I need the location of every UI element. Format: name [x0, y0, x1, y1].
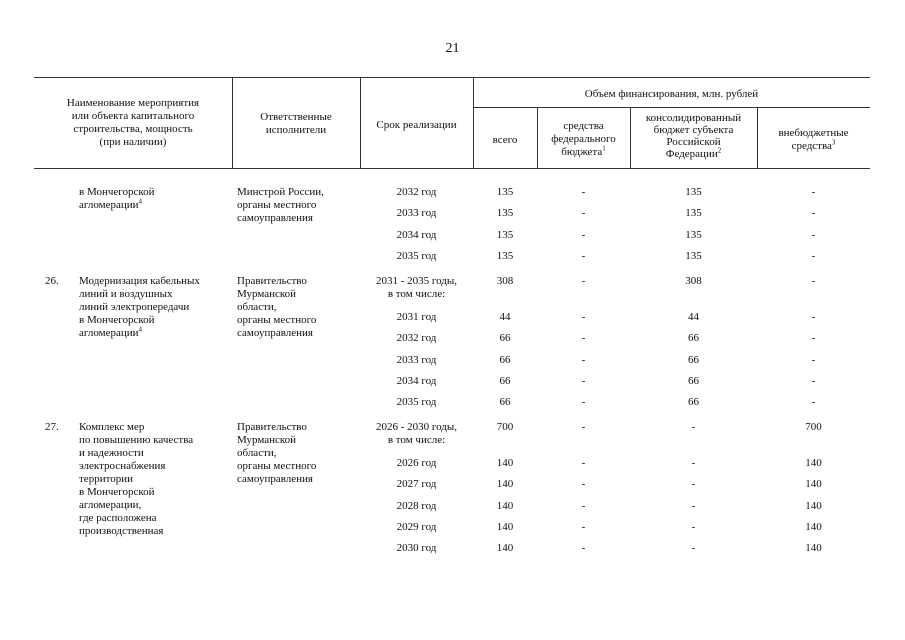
year-federal: -: [581, 520, 586, 533]
summary-term: в том числе:: [387, 434, 446, 446]
header-extrabudget-cell: средства$^3$: [791, 138, 836, 152]
year-federal: -: [581, 396, 586, 409]
year-consolidated: -: [691, 542, 696, 555]
year-extrabudget: -: [811, 207, 816, 220]
header-total-cell: всего: [492, 134, 518, 146]
year-total: 66: [499, 353, 511, 366]
summary-term: в том числе:: [387, 288, 446, 300]
year-term: 2033 год: [396, 353, 437, 366]
year-consolidated: -: [691, 520, 696, 533]
year-extrabudget: 140: [805, 478, 822, 491]
header-executors-cell: Ответственные: [260, 111, 332, 123]
item-name: по повышению качества: [79, 434, 194, 446]
item-name: Комплекс мер: [79, 421, 145, 433]
funding-subheader-rule: [473, 107, 870, 108]
footnote-mark: 4: [138, 197, 143, 206]
header-funding-title: Объем финансирования, млн. рублей: [584, 88, 759, 100]
year-extrabudget: -: [811, 228, 816, 241]
year-consolidated: 44: [688, 311, 699, 323]
header-name-cell: (при наличии): [99, 136, 167, 148]
year-term: 2032 год: [396, 332, 437, 345]
year-federal: -: [581, 374, 586, 387]
item-name: где расположена: [79, 512, 157, 524]
header-consolidated-cell: Федерации$^2$: [665, 146, 722, 160]
year-consolidated: -: [691, 457, 696, 469]
header-name-cell: Наименование мероприятия: [66, 97, 200, 109]
year-consolidated: 135: [685, 186, 702, 198]
item-executors: области,: [237, 301, 277, 313]
year-total: 66: [499, 374, 511, 387]
item-executors: самоуправления: [237, 327, 313, 339]
year-federal: -: [581, 542, 586, 555]
year-federal: -: [581, 457, 586, 469]
header-federal-cell: бюджета$^1$: [561, 144, 606, 158]
summary-consolidated: -: [691, 421, 696, 433]
header-federal-cell: федерального: [551, 133, 616, 145]
year-total: 135: [496, 249, 514, 262]
item-executors: Мурманской: [237, 434, 297, 446]
year-total: 140: [496, 499, 514, 512]
item-executors: самоуправления: [237, 473, 313, 485]
year-consolidated: 66: [688, 332, 699, 345]
year-consolidated: -: [691, 499, 696, 512]
footnote-mark: 3: [831, 138, 836, 147]
item-name: агломерации$^4$: [79, 197, 143, 211]
item-number: 26.: [45, 275, 59, 287]
item-name: в Мончегорской: [79, 314, 155, 326]
header-name-cell: строительства, мощность: [73, 123, 193, 135]
header-extrabudget-cell: внебюджетные: [778, 127, 849, 139]
item-name: производственная: [79, 525, 164, 537]
year-term: 2034 год: [396, 228, 437, 241]
year-term: 2035 год: [396, 249, 437, 262]
summary-extrabudget: 700: [805, 421, 822, 433]
item-executors: Правительство: [237, 275, 307, 287]
year-total: 135: [496, 207, 514, 220]
item-name: линий и воздушных: [79, 288, 173, 300]
footnote-mark: 1: [602, 144, 606, 153]
year-term: 2031 год: [396, 311, 437, 323]
year-term: 2027 год: [396, 478, 437, 491]
table-top-rule: [34, 77, 870, 78]
year-term: 2026 год: [396, 457, 437, 469]
year-total: 140: [496, 542, 514, 555]
year-extrabudget: -: [811, 332, 816, 345]
item-name: территории: [79, 473, 134, 485]
year-term: 2030 год: [396, 542, 437, 555]
year-consolidated: 66: [688, 374, 699, 387]
year-consolidated: 66: [688, 353, 699, 366]
year-federal: -: [581, 228, 586, 241]
header-executors-cell: исполнители: [265, 124, 327, 136]
item-name: линий электропередачи: [79, 301, 190, 313]
year-total: 66: [499, 396, 511, 409]
year-extrabudget: -: [811, 311, 816, 323]
year-federal: -: [581, 207, 586, 220]
year-consolidated: 66: [688, 396, 699, 409]
summary-federal: -: [581, 421, 586, 433]
year-extrabudget: -: [811, 249, 816, 262]
year-federal: -: [581, 186, 586, 198]
summary-consolidated: 308: [685, 275, 702, 287]
year-total: 140: [496, 520, 514, 533]
year-federal: -: [581, 499, 586, 512]
year-federal: -: [581, 478, 586, 491]
item-executors: самоуправления: [237, 212, 313, 224]
item-name: в Мончегорской: [79, 486, 155, 498]
page-number: 21: [445, 41, 460, 56]
year-extrabudget: -: [811, 374, 816, 387]
year-term: 2034 год: [396, 374, 437, 387]
year-total: 44: [499, 311, 511, 323]
year-extrabudget: 140: [805, 499, 822, 512]
item-name: Модернизация кабельных: [79, 275, 200, 287]
item-name: в Мончегорской: [79, 186, 155, 198]
year-extrabudget: -: [811, 396, 816, 409]
year-consolidated: 135: [685, 249, 702, 262]
item-executors: органы местного: [237, 314, 317, 326]
year-consolidated: 135: [685, 207, 702, 220]
year-total: 135: [496, 228, 514, 241]
year-term: 2029 год: [396, 520, 437, 533]
year-federal: -: [581, 249, 586, 262]
year-extrabudget: -: [811, 186, 816, 198]
summary-federal: -: [581, 275, 586, 287]
item-executors: Мурманской: [237, 288, 297, 300]
item-executors: Правительство: [237, 421, 307, 433]
year-consolidated: -: [691, 478, 696, 491]
item-name: агломерации,: [79, 499, 142, 511]
header-consolidated-cell: консолидированный: [645, 112, 742, 124]
summary-total: 308: [496, 275, 514, 287]
header-consolidated-cell: Российской: [666, 136, 721, 148]
year-total: 140: [496, 457, 514, 469]
summary-extrabudget: -: [811, 275, 816, 287]
year-total: 140: [496, 478, 514, 491]
year-consolidated: 135: [685, 228, 702, 241]
summary-term: 2031 - 2035 годы,: [375, 275, 458, 287]
year-term: 2035 год: [396, 396, 437, 409]
year-term: 2033 год: [396, 207, 437, 220]
item-executors: органы местного: [237, 460, 317, 472]
year-term: 2032 год: [396, 186, 437, 198]
year-federal: -: [581, 353, 586, 366]
year-extrabudget: 140: [805, 542, 822, 555]
item-number: 27.: [45, 421, 59, 433]
footnote-mark: 4: [138, 325, 143, 334]
header-bottom-rule: [34, 168, 870, 169]
header-name-cell: или объекта капитального: [71, 110, 195, 122]
year-extrabudget: -: [811, 353, 816, 366]
item-executors: области,: [237, 447, 277, 459]
year-federal: -: [581, 332, 586, 345]
item-name: агломерации$^4$: [79, 325, 143, 339]
footnote-mark: 2: [717, 146, 722, 155]
year-extrabudget: 140: [805, 520, 822, 533]
year-term: 2028 год: [396, 499, 437, 512]
header-consolidated-cell: бюджет субъекта: [653, 124, 734, 136]
header-term-cell: Срок реализации: [376, 119, 457, 131]
year-federal: -: [581, 311, 586, 323]
summary-total: 700: [496, 421, 514, 433]
header-federal-cell: средства: [563, 120, 604, 132]
summary-term: 2026 - 2030 годы,: [375, 421, 458, 433]
item-name: и надежности: [79, 447, 144, 459]
item-executors: Минстрой России,: [237, 186, 324, 198]
year-total: 135: [496, 186, 514, 198]
year-extrabudget: 140: [805, 457, 822, 469]
item-executors: органы местного: [237, 199, 317, 211]
year-total: 66: [499, 332, 511, 345]
item-name: электроснабжения: [79, 460, 166, 472]
